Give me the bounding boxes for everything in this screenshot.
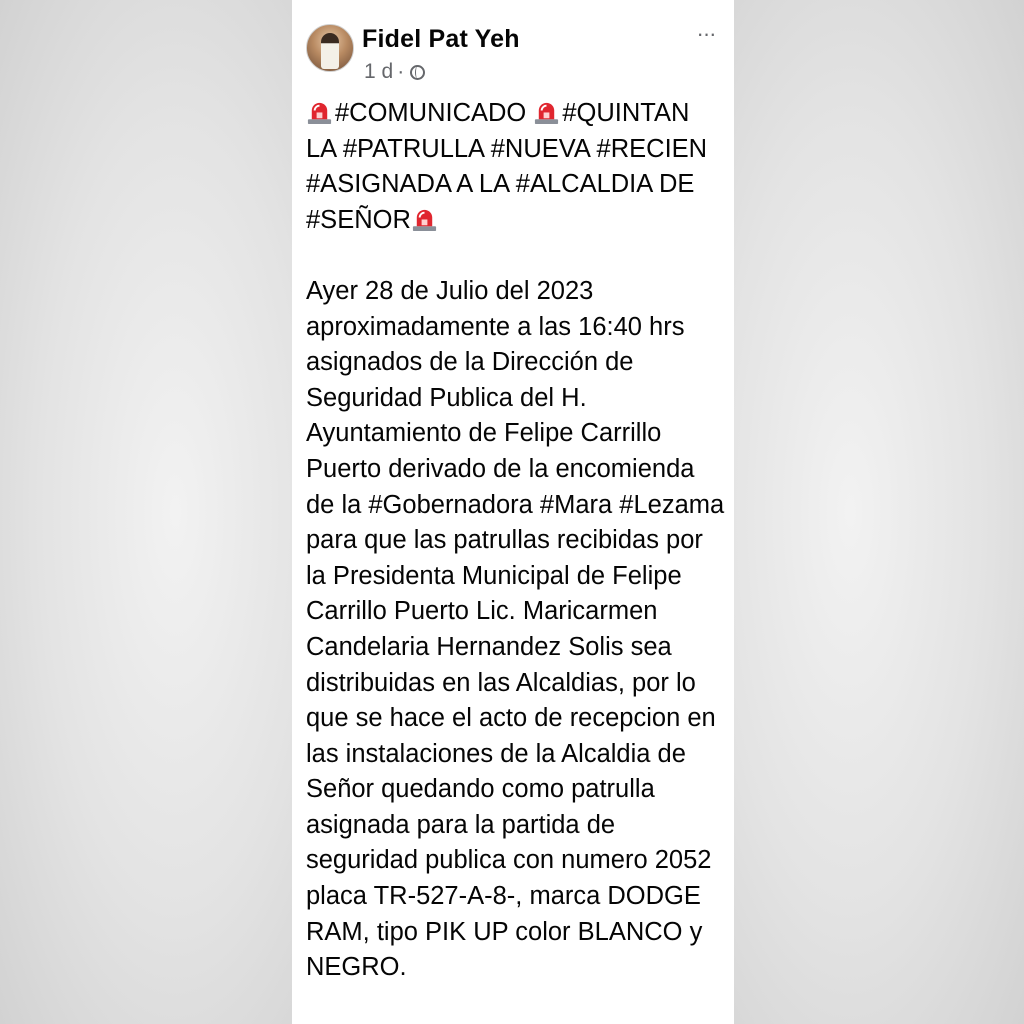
globe-icon xyxy=(410,65,425,80)
police-light-icon xyxy=(306,98,333,125)
author-name[interactable]: Fidel Pat Yeh xyxy=(362,25,520,53)
meta-separator: · xyxy=(397,60,405,83)
headline-text-1: #COMUNICADO xyxy=(335,99,534,127)
more-options-button[interactable] xyxy=(690,22,722,46)
police-light-icon xyxy=(411,205,438,232)
post-text: Ayer 28 de Julio del 2023 aproximadamente a las 16:40 hrs asignados de la Dirección de Seguridad Publica del H. Ayuntamiento de Felipe Carrillo Puerto derivado de la encomienda de la #Gobernadora #Mara #Lezama para que las patrullas recibidas por la Presidenta Municipal de Felipe Carrillo Puerto Lic. Maricarmen Candelaria Hernandez Solis sea distribuidas en las Alcaldias, por lo que se hace el acto de recepcion en las instalaciones de la Alcaldia de Señor quedando como patrulla asignada para la partida de seguridad publica con numero 2052 placa TR-527-A-8-, marca DODGE RAM, tipo PIK UP color BLANCO y NEGRO. xyxy=(306,276,725,982)
post-headline xyxy=(306,96,726,238)
background-left xyxy=(0,0,292,1024)
more-horizontal-icon: ··· xyxy=(696,21,716,46)
background-right xyxy=(734,0,1024,1024)
post-timestamp[interactable]: 1 d xyxy=(364,60,394,83)
post-body xyxy=(306,96,726,986)
facebook-post-card xyxy=(292,0,734,1024)
headline-text-2: #QUINTAN LA #PATRULLA #NUEVA #RECIEN #ASIGNADA A LA #ALCALDIA DE #SEÑOR xyxy=(306,99,708,234)
avatar-figure xyxy=(321,33,339,69)
police-light-icon xyxy=(533,98,560,125)
avatar[interactable] xyxy=(306,24,354,72)
post-meta xyxy=(364,60,425,84)
post-header xyxy=(306,22,726,82)
